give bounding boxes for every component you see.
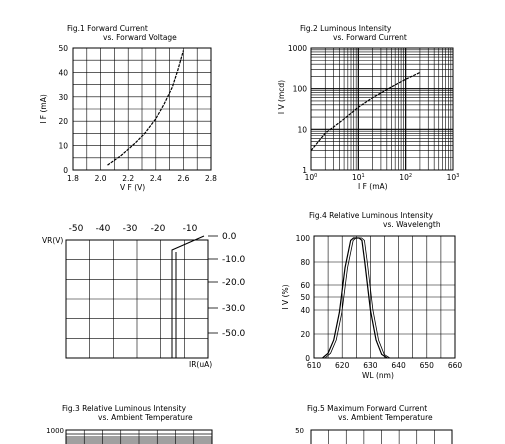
fig5-subtitle: vs. Ambient Temperature <box>338 413 433 422</box>
vr-right-ticks <box>208 232 246 339</box>
fig5-y-ticks <box>295 427 304 435</box>
fig4-x-axis-label: WL (nm) <box>362 371 394 380</box>
fig2-y-tick-label: 100 <box>292 84 307 94</box>
fig2-x-tick-label: $10^1$ <box>351 173 365 182</box>
vr-top-tick-label: -50 <box>68 224 84 234</box>
fig1-x-tick-label: 2.8 <box>205 174 217 183</box>
fig5-y-tick-label: 50 <box>295 427 304 435</box>
fig1-x-tick-label: 1.8 <box>67 174 79 183</box>
fig2-x-tick-label: $10^2$ <box>399 173 413 182</box>
fig4-y-ticks <box>296 234 311 363</box>
vr-grid <box>66 240 208 358</box>
fig4-grid <box>314 236 455 358</box>
fig2-x-axis-label: I F (mA) <box>358 182 388 191</box>
fig4-y-tick-label: 50 <box>300 293 310 302</box>
fig4-y-tick-label: 100 <box>295 234 310 243</box>
vr-series <box>172 236 204 358</box>
fig4-y-tick-label: 60 <box>300 281 310 290</box>
vr-top-ticks <box>69 224 198 234</box>
fig4-x-tick-label: 660 <box>447 361 463 370</box>
vr-top-tick-label: -40 <box>95 224 111 234</box>
fig4-y-axis-label: I V (%) <box>281 284 290 310</box>
fig4-series-line-outer <box>325 238 390 358</box>
fig3-title: Fig.3 Relative Luminous Intensity <box>62 404 187 413</box>
fig1-x-ticks <box>67 174 217 183</box>
fig3-subtitle: vs. Ambient Temperature <box>98 413 193 422</box>
fig1-y-tick-label: 20 <box>58 117 68 127</box>
fig1-x-axis-label: V F (V) <box>120 183 146 192</box>
vr-top-tick-label: -30 <box>122 224 138 234</box>
fig4-chart <box>281 211 462 380</box>
vr-right-tick-label: -20.0 <box>222 278 246 288</box>
vr-ir-chart <box>42 224 246 369</box>
fig1-x-tick-label: 2.4 <box>149 174 162 183</box>
fig2-y-axis-label: I V (mcd) <box>277 79 286 115</box>
vr-right-tick-label: -50.0 <box>222 329 246 339</box>
fig5-chart <box>295 404 452 444</box>
fig4-y-tick-label: 20 <box>300 330 310 339</box>
fig2-x-tick-label: $10^0$ <box>304 173 318 182</box>
fig1-y-tick-label: 10 <box>58 141 68 151</box>
fig2-subtitle: vs. Forward Current <box>333 33 407 42</box>
vr-x-axis-label: IR(uA) <box>189 360 213 369</box>
fig4-series-line <box>322 238 387 358</box>
fig4-y-tick-label: 80 <box>300 258 310 267</box>
fig1-y-ticks <box>58 44 68 175</box>
fig4-title: Fig.4 Relative Luminous Intensity <box>309 211 434 220</box>
fig1-y-tick-label: 30 <box>58 92 68 102</box>
fig1-x-tick-label: 2.2 <box>122 174 135 183</box>
fig1-series-line <box>108 50 184 165</box>
fig4-x-tick-label: 630 <box>363 361 378 370</box>
fig4-x-tick-label: 650 <box>419 361 434 370</box>
fig4-subtitle: vs. Wavelength <box>383 220 441 229</box>
vr-series-line <box>172 236 204 358</box>
fig1-y-tick-label: 50 <box>58 44 68 53</box>
fig2-chart <box>277 24 459 191</box>
fig4-x-tick-label: 620 <box>335 361 350 370</box>
fig3-chart <box>46 404 212 444</box>
vr-right-tick-label: 0.0 <box>222 232 237 242</box>
fig2-title: Fig.2 Luminous Intensity <box>300 24 392 33</box>
vr-y-axis-label: VR(V) <box>42 236 64 245</box>
fig2-grid <box>311 48 453 170</box>
fig2-y-tick-label: 1000 <box>287 44 307 53</box>
fig5-grid <box>311 430 452 444</box>
fig1-y-axis-label: I F (mA) <box>39 94 48 124</box>
fig4-x-tick-label: 640 <box>391 361 406 370</box>
fig2-plot-frame <box>311 48 453 170</box>
fig2-y-tick-label: 1 <box>302 166 307 175</box>
fig4-x-tick-label: 610 <box>306 361 322 370</box>
fig1-series <box>108 50 184 165</box>
vr-right-tick-label: -10.0 <box>222 255 246 265</box>
fig3-y-tick-label: 1000 <box>46 427 64 435</box>
fig1-subtitle: vs. Forward Voltage <box>103 33 177 42</box>
fig2-x-tick-label: $10^3$ <box>446 173 460 182</box>
fig3-y-ticks <box>46 427 64 435</box>
fig5-title: Fig.5 Maximum Forward Current <box>307 404 428 413</box>
fig1-y-tick-label: 40 <box>58 68 68 78</box>
vr-right-tick-label: -30.0 <box>222 304 246 314</box>
fig2-y-tick-label: 10 <box>297 125 307 135</box>
fig4-x-ticks <box>307 361 463 370</box>
fig4-y-tick-label: 40 <box>300 306 310 315</box>
fig1-chart <box>39 24 217 192</box>
vr-top-tick-label: -10 <box>182 224 198 234</box>
fig1-x-tick-label: 2.6 <box>177 174 190 183</box>
fig1-title: Fig.1 Forward Current <box>67 24 148 33</box>
fig2-y-ticks <box>288 44 307 175</box>
fig1-y-tick-label: 0 <box>63 166 68 175</box>
fig1-x-tick-label: 2.0 <box>94 174 107 183</box>
fig2-x-ticks <box>305 173 460 182</box>
fig3-grid <box>66 430 212 444</box>
vr-top-tick-label: -20 <box>150 224 166 234</box>
fig1-grid <box>73 48 211 170</box>
fig4-y-tick-label: 0 <box>305 354 310 363</box>
